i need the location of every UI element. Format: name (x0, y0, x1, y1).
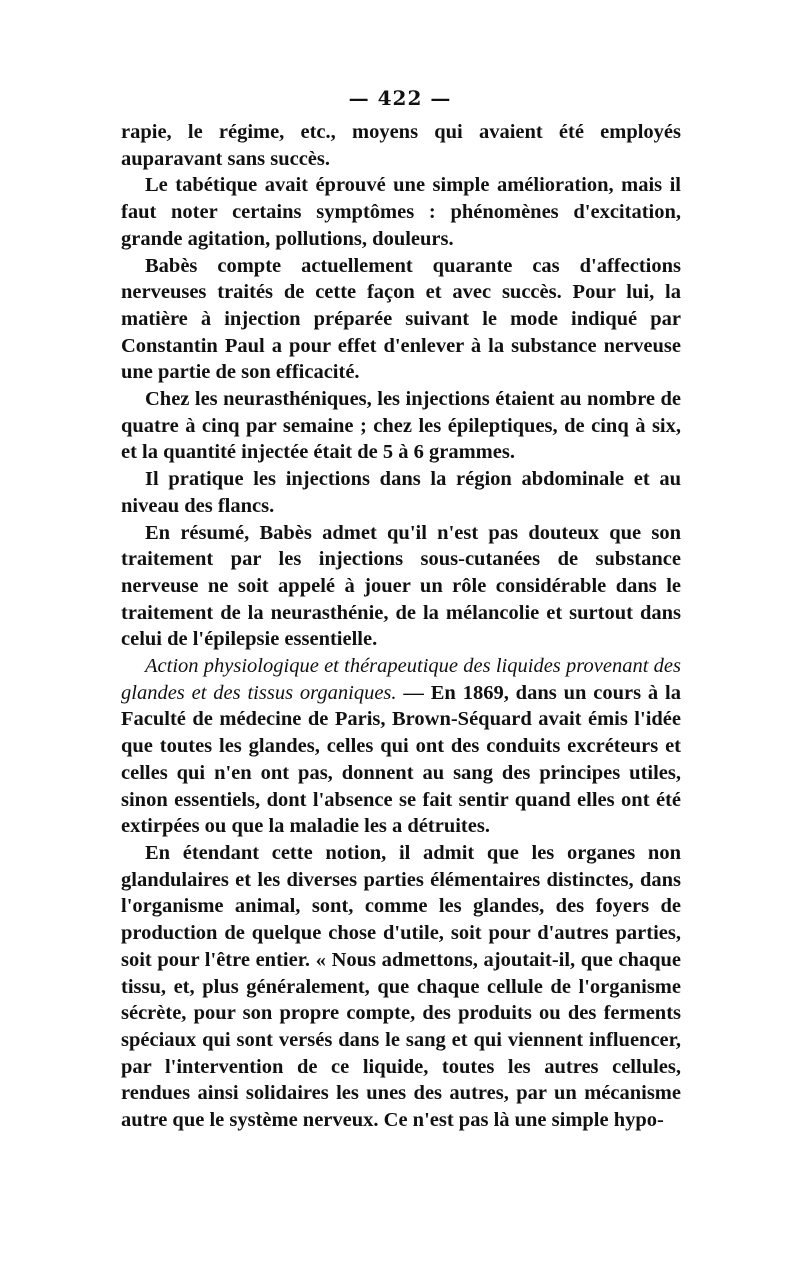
section-heading: Action physiologique et thérapeutique des liquides provenant des glandes et des tissus organiques. (121, 655, 681, 704)
paragraph: rapie, le régime, etc., moyens qui avaient été employés auparavant sans succès. (121, 121, 681, 170)
paragraph: Il pratique les injections dans la région abdominale et au niveau des flancs. (121, 468, 681, 517)
paragraph: Le tabétique avait éprouvé une simple amélioration, mais il faut noter certains symptômes : phénomènes d'excitation, grande agitation, pollutions, douleurs. (121, 174, 681, 250)
paragraph: En résumé, Babès admet qu'il n'est pas douteux que son traitement par les injections sous-cutanées de substance nerveuse ne soit appelé à jouer un rôle considérable dans le traitement de la neurasthénie, de la mélancolie et surtout dans celui de l'épilepsie essentielle. (121, 521, 681, 651)
page-number: — 422 — (348, 86, 452, 110)
paragraph: Babès compte actuellement quarante cas d'affections nerveuses traités de cette façon et avec succès. Pour lui, la matière à injection préparée suivant le mode indiqué par Constantin Paul a pour effet d'enlever à la substance nerveuse une partie de son efficacité. (121, 254, 681, 384)
body-text (121, 119, 681, 1134)
section-paragraph-text: — En 1869, dans un cours à la Faculté de médecine de Paris, Brown-Séquard avait émis l'idée que toutes les glandes, celles qui ont des conduits excréteurs et celles qui n'en ont pas, donnent au sang des principes utiles, sinon essentiels, dont l'absence se fait sentir quand elles ont été extirpées ou que la maladie les a détruites. (121, 681, 681, 838)
paragraph: En étendant cette notion, il admit que les organes non glandulaires et les diverses parties élémentaires distinctes, dans l'organisme animal, sont, comme les glandes, des foyers de production de quelque chose d'utile, soit pour d'autres parties, soit pour l'être entier. « Nous admettons, ajoutait-il, que chaque tissu, et, plus généralement, que chaque cellule de l'organisme sécrète, pour son propre compte, des produits ou des ferments spéciaux qui sont versés dans le sang et qui viennent influencer, par l'intervention de ce liquide, toutes les autres cellules, rendues ainsi solidaires les unes des autres, par un mécanisme autre que le système nerveux. Ce n'est pas là une simple hypo- (121, 841, 681, 1132)
paragraph: Chez les neurasthéniques, les injections étaient au nombre de quatre à cinq par semaine ; chez les épileptiques, de cinq à six, et la quantité injectée était de 5 à 6 grammes. (121, 388, 681, 464)
section-paragraph (121, 653, 681, 840)
